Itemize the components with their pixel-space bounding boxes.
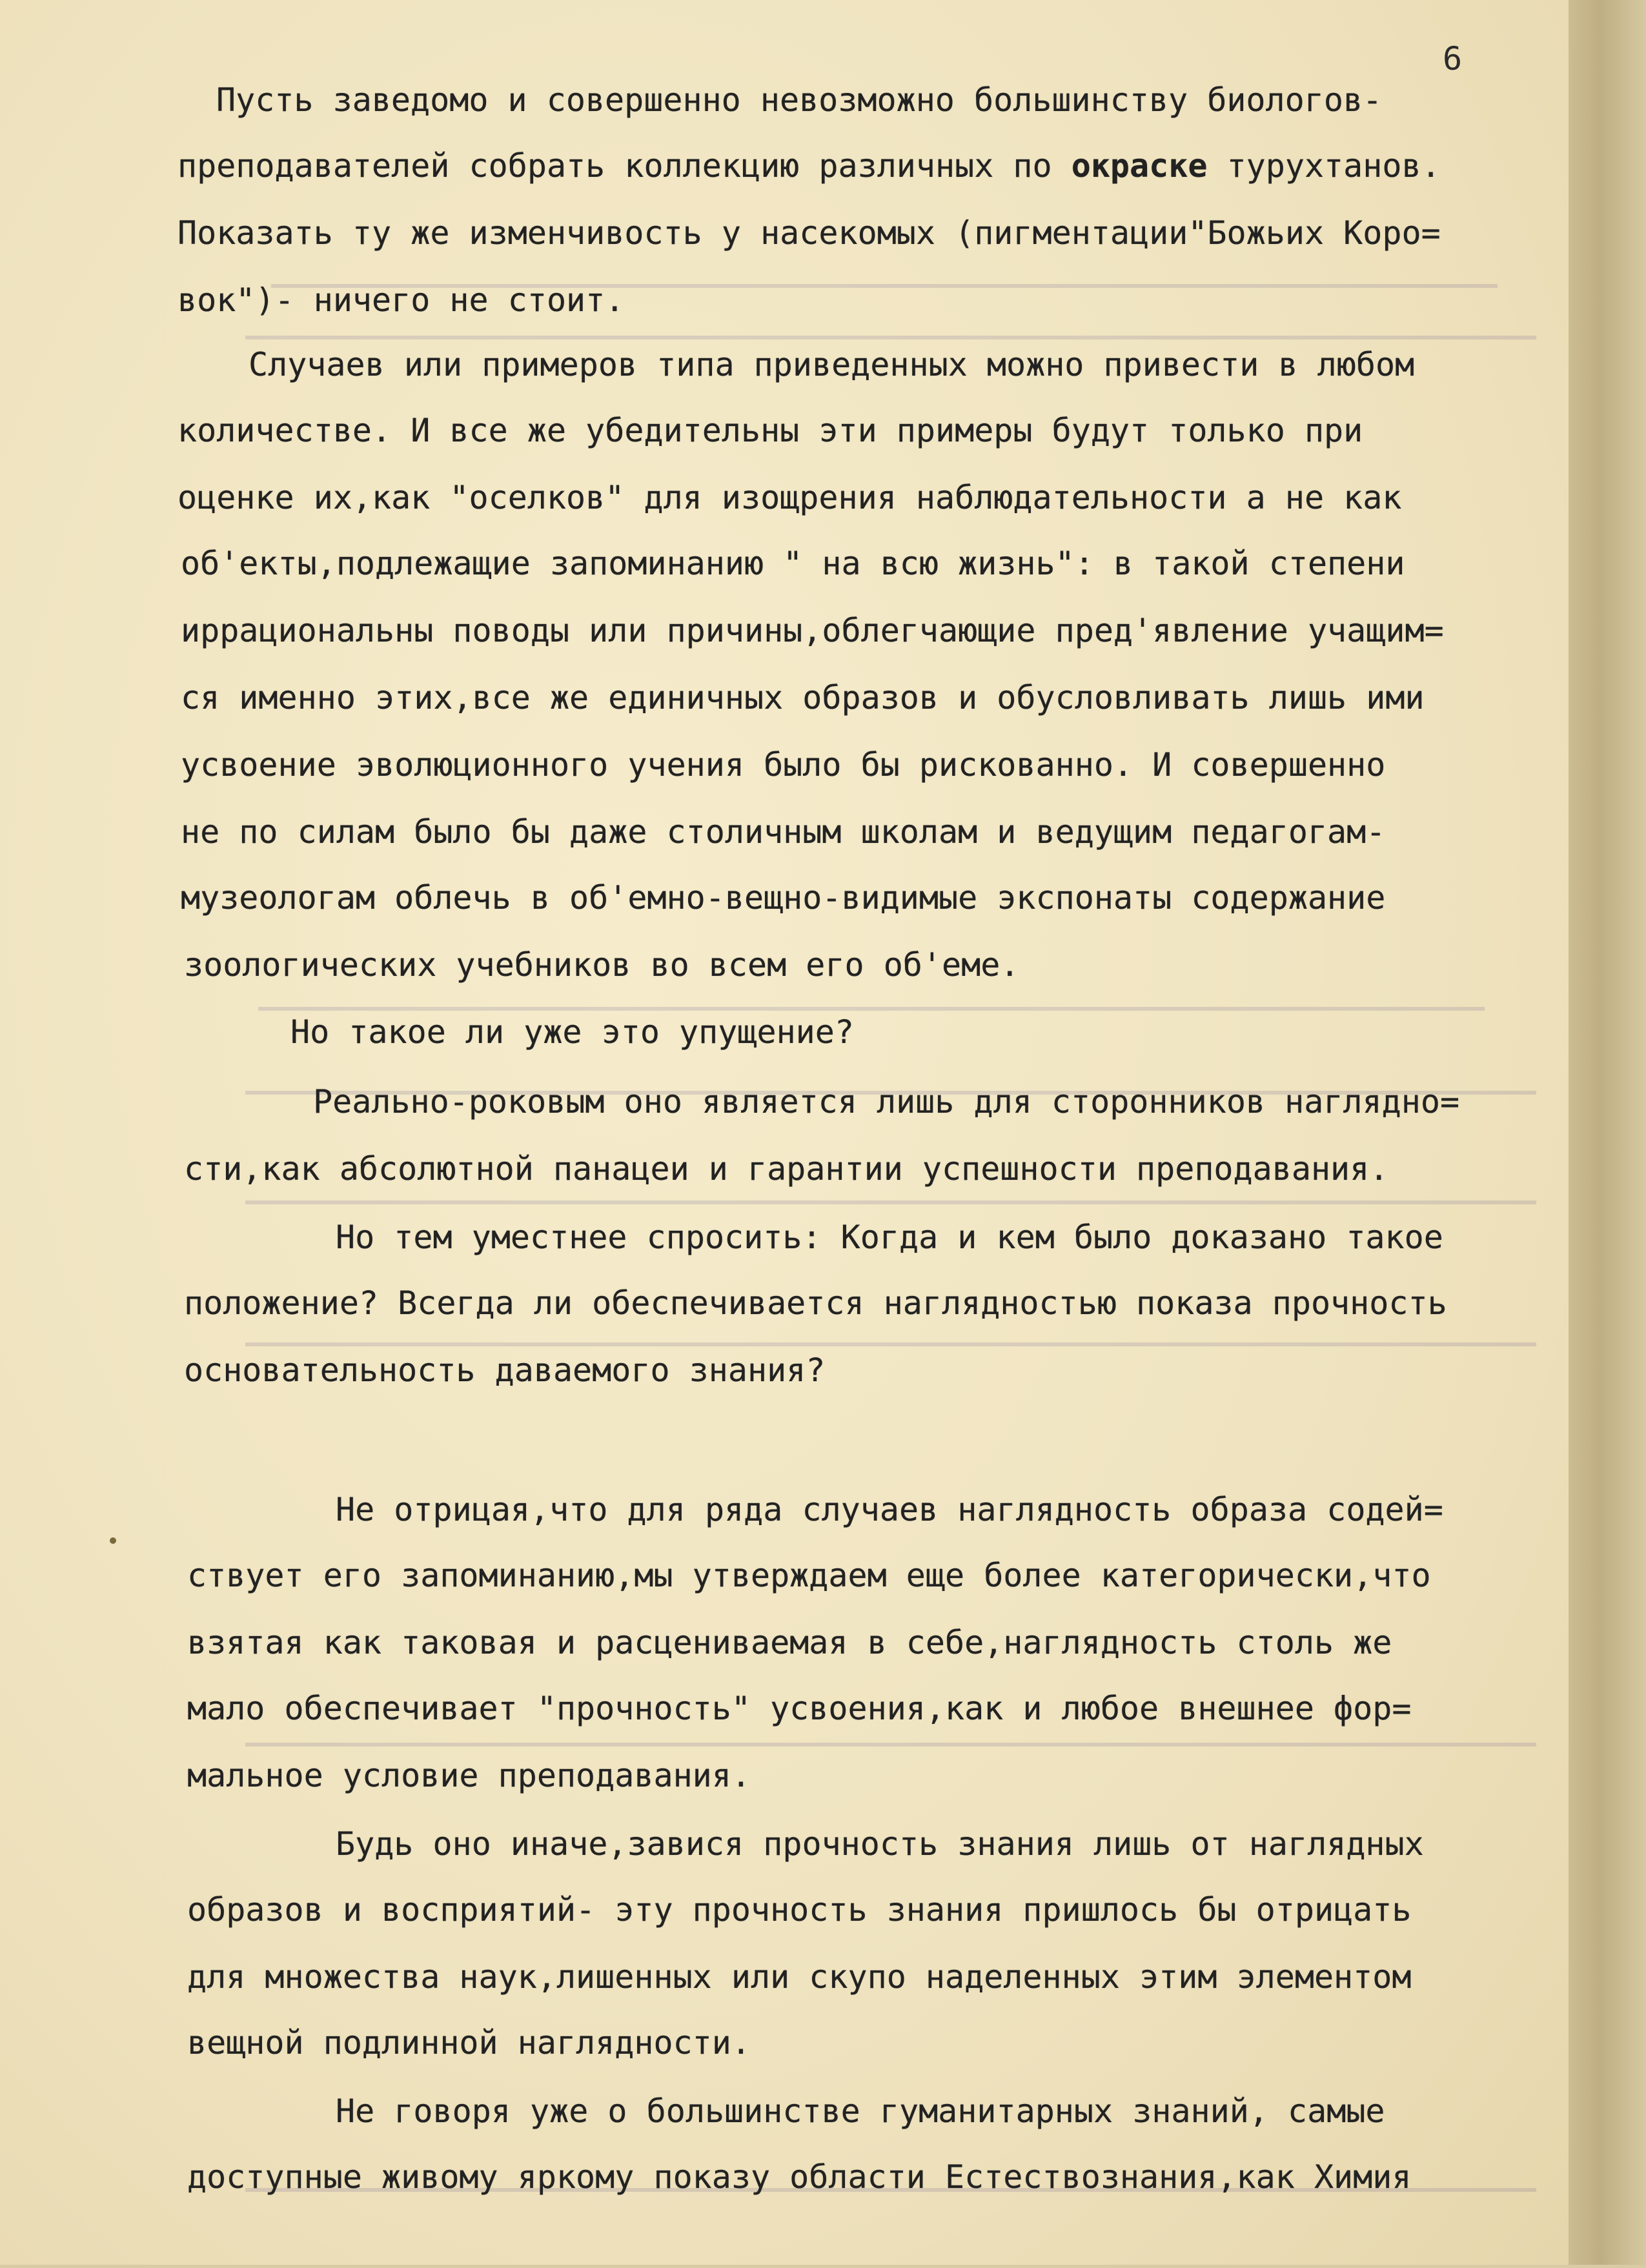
text-line: основательность даваемого знания? bbox=[184, 1352, 826, 1389]
text-line: иррациональны поводы или причины,облегчающие пред'явление учащим= bbox=[181, 612, 1444, 649]
text-line: Не отрицая,что для ряда случаев наглядность образа содей= bbox=[336, 1491, 1443, 1528]
page-number: 6 bbox=[1443, 40, 1463, 77]
text-line: мальное условие преподавания. bbox=[187, 1757, 751, 1794]
text-line: доступные живому яркому показу области Естествознания,как Химия bbox=[187, 2158, 1412, 2196]
text-line: ствует его запоминанию,мы утверждаем еще более категорически,что bbox=[187, 1557, 1431, 1594]
text-line: Реально-роковым оно является лишь для сторонников наглядно= bbox=[313, 1083, 1460, 1120]
text-line: образов и восприятий- эту прочность знания пришлось бы отрицать bbox=[187, 1891, 1412, 1929]
text-line: Показать ту же изменчивость у насекомых (пигментации"Божьих Коро= bbox=[178, 214, 1441, 252]
text-line: Будь оно иначе,завися прочность знания лишь от наглядных bbox=[336, 1825, 1424, 1863]
emphasized-word: окраске bbox=[1071, 147, 1208, 185]
text-line: Но такое ли уже это упущение? bbox=[290, 1013, 854, 1051]
text-line: не по силам было бы даже столичным школам и ведущим педагогам- bbox=[181, 813, 1386, 851]
text-line: об'екты,подлежащие запоминанию " на всю жизнь": в такой степени bbox=[181, 545, 1405, 582]
text-line: положение? Всегда ли обеспечивается наглядностью показа прочность bbox=[184, 1284, 1447, 1322]
text-line: взятая как таковая и расцениваемая в себе,наглядность столь же bbox=[187, 1624, 1392, 1661]
text-line: сти,как абсолютной панацеи и гарантии успешности преподавания. bbox=[184, 1150, 1389, 1188]
text-line: Пусть заведомо и совершенно невозможно большинству биологов- bbox=[216, 81, 1383, 119]
ink-speck bbox=[110, 1537, 116, 1544]
text-line: музеологам облечь в об'емно-вещно-видимые экспонаты содержание bbox=[181, 879, 1386, 916]
text-line: оценке их,как "оселков" для изощрения наблюдательности а не как bbox=[178, 479, 1402, 516]
text-line: мало обеспечивает "прочность" усвоения,как и любое внешнее фор= bbox=[187, 1690, 1412, 1727]
text-line: усвоение эволюционного учения было бы рискованно. И совершенно bbox=[181, 746, 1386, 784]
text-segment: преподавателей собрать коллекцию различных по bbox=[178, 147, 1072, 185]
text-line bbox=[178, 147, 1441, 185]
text-line: зоологических учебников во всем его об'еме. bbox=[184, 946, 1020, 984]
text-line: Случаев или примеров типа приведенных можно привести в любом bbox=[249, 346, 1415, 383]
text-line: ся именно этих,все же единичных образов и обусловливать лишь ими bbox=[181, 679, 1425, 716]
text-line: вещной подлинной наглядности. bbox=[187, 2024, 751, 2061]
text-line: вок")- ничего не стоит. bbox=[178, 281, 625, 319]
text-line: Не говоря уже о большинстве гуманитарных знаний, самые bbox=[336, 2092, 1385, 2130]
next-page-edge bbox=[1569, 0, 1646, 2265]
text-line: Но тем уместнее спросить: Когда и кем было доказано такое bbox=[336, 1219, 1443, 1256]
text-line: количестве. И все же убедительны эти примеры будут только при bbox=[178, 412, 1363, 449]
text-segment: турухтанов. bbox=[1207, 147, 1441, 185]
text-line: для множества наук,лишенных или скупо наделенных этим элементом bbox=[187, 1958, 1412, 1996]
